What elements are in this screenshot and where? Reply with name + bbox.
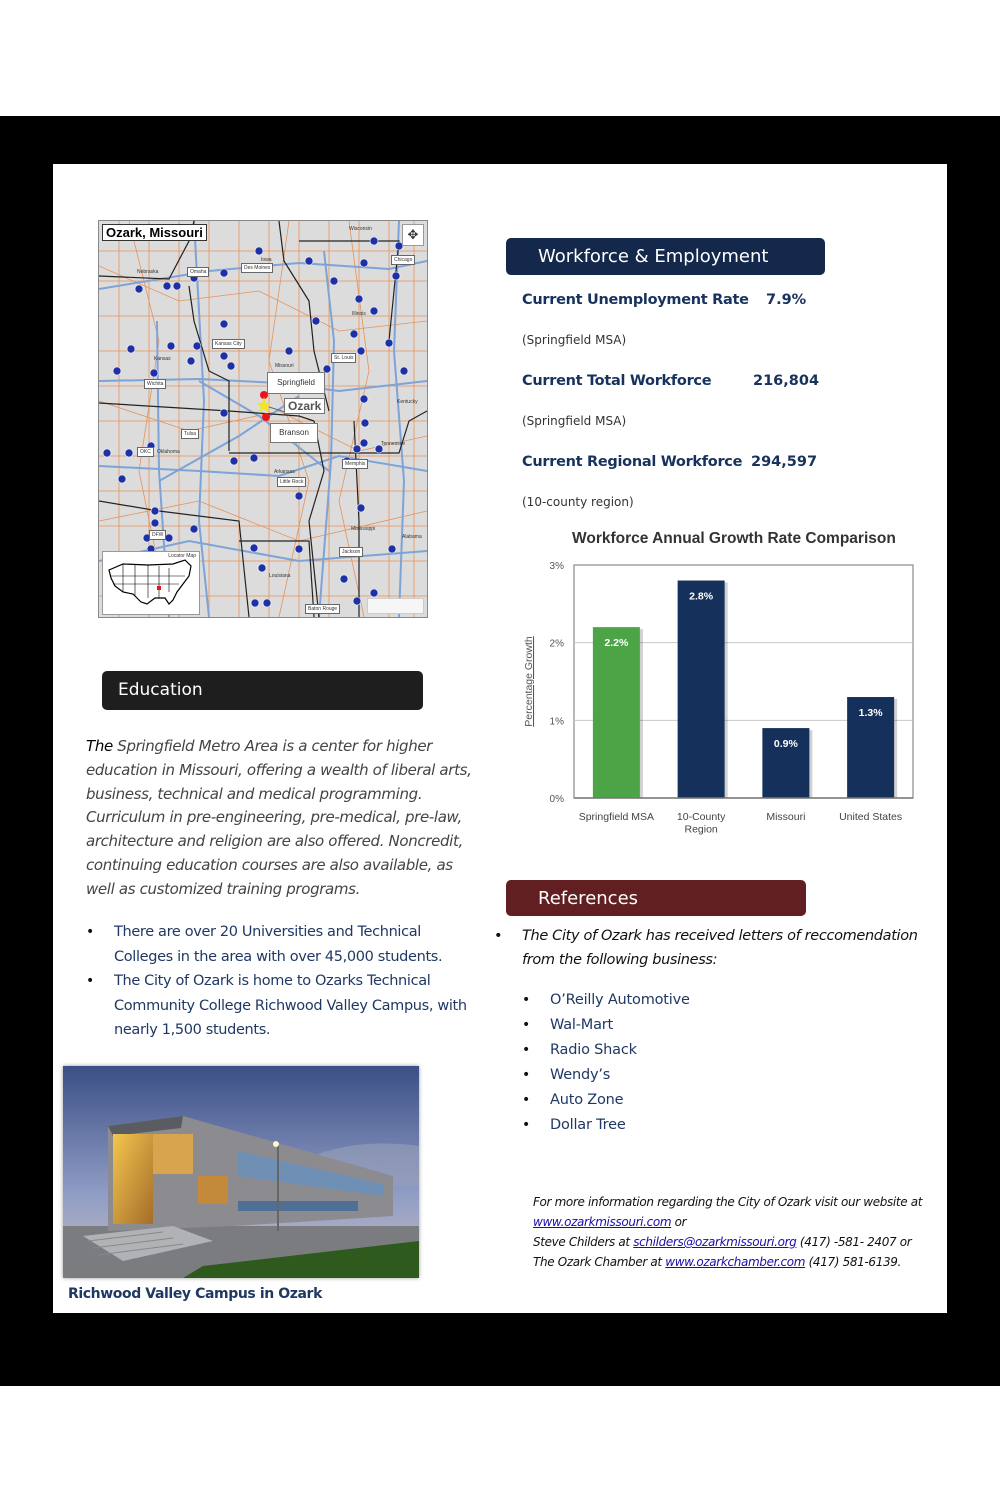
unemployment-rate-label: Current Unemployment Rate [522, 292, 749, 308]
city-label: Tulsa [181, 429, 199, 439]
city-label: Little Rock [277, 477, 306, 487]
growth-rate-chart [515, 525, 925, 845]
list-item [86, 969, 476, 1043]
contact-person: Steve Childers at [533, 1235, 634, 1249]
education-bullet-text: The City of Ozark is home to Ozarks Technical Community College Richwood Valley Campus, with nearly 1,500 students. [114, 973, 467, 1038]
ozark-callout: Ozark [284, 398, 325, 414]
x-tick-label: Region [684, 823, 718, 836]
y-tick-label: 1% [549, 716, 564, 728]
state-label: Louisiana [269, 573, 291, 579]
business-name: Wendy’s [550, 1067, 611, 1083]
list-item [522, 1038, 690, 1063]
chart-title: Workforce Annual Growth Rate Comparison [572, 530, 896, 547]
business-name: Radio Shack [550, 1042, 637, 1058]
unemployment-rate-note: (Springfield MSA) [522, 333, 627, 347]
chart-plot [515, 525, 925, 845]
branson-callout: Branson [270, 423, 318, 443]
contact-info [533, 1192, 933, 1272]
state-label: Kansas [154, 356, 171, 362]
state-label: Kentucky [397, 399, 418, 405]
x-tick-label: 10-County [676, 811, 726, 823]
photo-caption: Richwood Valley Campus in Ozark [68, 1286, 322, 1302]
city-label: St. Louis [331, 353, 356, 363]
chamber-phone: (417) 581-6139. [805, 1255, 902, 1269]
bullet-icon: • [522, 992, 531, 1008]
state-label: Alabama [402, 534, 422, 540]
y-axis-label: Percentage Growth [523, 636, 535, 727]
contact-or: or [671, 1215, 687, 1229]
contact-phone: (417) -581- 2407 or [796, 1235, 912, 1249]
bullet-icon: • [522, 1117, 531, 1133]
list-item [522, 1113, 690, 1138]
workforce-header: Workforce & Employment [506, 238, 825, 275]
education-bullets [86, 920, 476, 1043]
x-tick-label: Springfield MSA [578, 811, 655, 823]
data-label: 1.3% [858, 707, 883, 720]
bar [593, 627, 640, 798]
city-label: Chicago [391, 255, 415, 265]
bullet-icon: • [86, 973, 94, 989]
locator-map [102, 551, 200, 615]
campus-photo [63, 1066, 419, 1278]
state-label: Mississippi [351, 526, 376, 532]
bullet-icon: • [494, 928, 503, 944]
list-item [522, 1013, 690, 1038]
data-label: 2.8% [689, 590, 714, 603]
education-paragraph-body: Springfield Metro Area is a center for higher education in Missouri, offering a wealth of liberal arts, business, technical and medical programming. Curriculum in pre-engineering, pre-medical, pre-law, architecture and religion are also offered. Noncredit, continuing education courses are also available, as well as customized training programs. [86, 737, 472, 898]
city-label: Kansas City [212, 339, 245, 349]
list-item [522, 1063, 690, 1088]
education-paragraph [86, 735, 476, 902]
x-tick-label: Missouri [766, 811, 806, 823]
data-label: 0.9% [773, 738, 798, 751]
bullet-icon: • [522, 1092, 531, 1108]
city-label: Wichita [144, 379, 166, 389]
education-paragraph-lead: The [86, 737, 113, 755]
city-label: Memphis [342, 459, 368, 469]
chamber-link[interactable]: www.ozarkchamber.com [665, 1255, 806, 1269]
ozark-star-marker [256, 397, 272, 413]
city-label: OKC [137, 447, 154, 457]
bullet-icon: • [522, 1017, 531, 1033]
list-item [522, 1088, 690, 1113]
regional-workforce-value: 294,597 [751, 454, 818, 470]
y-tick-label: 3% [549, 561, 564, 572]
state-label: Nebraska [137, 269, 159, 275]
business-name: Auto Zone [550, 1092, 624, 1108]
total-workforce-note: (Springfield MSA) [522, 414, 627, 428]
business-name: O’Reilly Automotive [550, 992, 690, 1008]
usa-outline-icon [103, 552, 199, 614]
map-title: Ozark, Missouri [102, 224, 207, 241]
business-name: Dollar Tree [550, 1117, 626, 1133]
state-label: Iowa [261, 257, 272, 263]
springfield-callout: Springfield [267, 372, 325, 394]
branson-marker [262, 413, 270, 421]
education-bullet-text: There are over 20 Universities and Technical Colleges in the area with over 45,000 students. [114, 924, 443, 965]
unemployment-rate-value: 7.9% [766, 292, 807, 308]
chamber-prefix: The Ozark Chamber at [533, 1255, 666, 1269]
state-label: Arkansas [274, 469, 295, 475]
bullet-icon: • [86, 924, 94, 940]
y-tick-label: 2% [549, 638, 564, 650]
email-link[interactable]: schilders@ozarkmissouri.org [633, 1235, 797, 1249]
y-tick-label: 0% [549, 794, 564, 805]
website-link[interactable]: www.ozarkmissouri.com [533, 1215, 672, 1229]
state-label: Tennessee [381, 441, 406, 447]
locator-map-label: Locator Map [168, 553, 196, 559]
education-header: Education [102, 671, 423, 710]
city-label: Omaha [187, 267, 209, 277]
references-header: References [506, 880, 806, 916]
city-label: DFW [149, 530, 166, 540]
contact-intro: For more information regarding the City of Ozark visit our website at [533, 1195, 923, 1209]
state-label: Oklahoma [157, 449, 180, 455]
compass-icon: ✥ [402, 224, 424, 246]
total-workforce-label: Current Total Workforce [522, 373, 712, 389]
bullet-icon: • [522, 1042, 531, 1058]
state-label: Wisconsin [349, 226, 372, 232]
city-label: Jackson [339, 547, 363, 557]
bullet-icon: • [522, 1067, 531, 1083]
city-label: Baton Rouge [305, 604, 340, 614]
regional-map [98, 220, 428, 618]
regional-workforce-label: Current Regional Workforce [522, 454, 743, 470]
list-item [522, 988, 690, 1013]
business-list [522, 988, 690, 1138]
data-label: 2.2% [604, 637, 629, 650]
map-scale-legend [367, 598, 424, 614]
regional-workforce-note: (10-county region) [522, 495, 634, 509]
references-intro [494, 924, 924, 972]
state-label: Missouri [275, 363, 294, 369]
x-tick-label: United States [839, 811, 903, 823]
list-item [86, 920, 476, 969]
business-name: Wal-Mart [550, 1017, 613, 1033]
total-workforce-value: 216,804 [753, 373, 820, 389]
references-intro-text: The City of Ozark has received letters of reccomendation from the following business: [522, 928, 918, 968]
state-label: Illinois [352, 311, 366, 317]
bar [678, 581, 725, 798]
city-label: Des Moines [241, 263, 273, 273]
